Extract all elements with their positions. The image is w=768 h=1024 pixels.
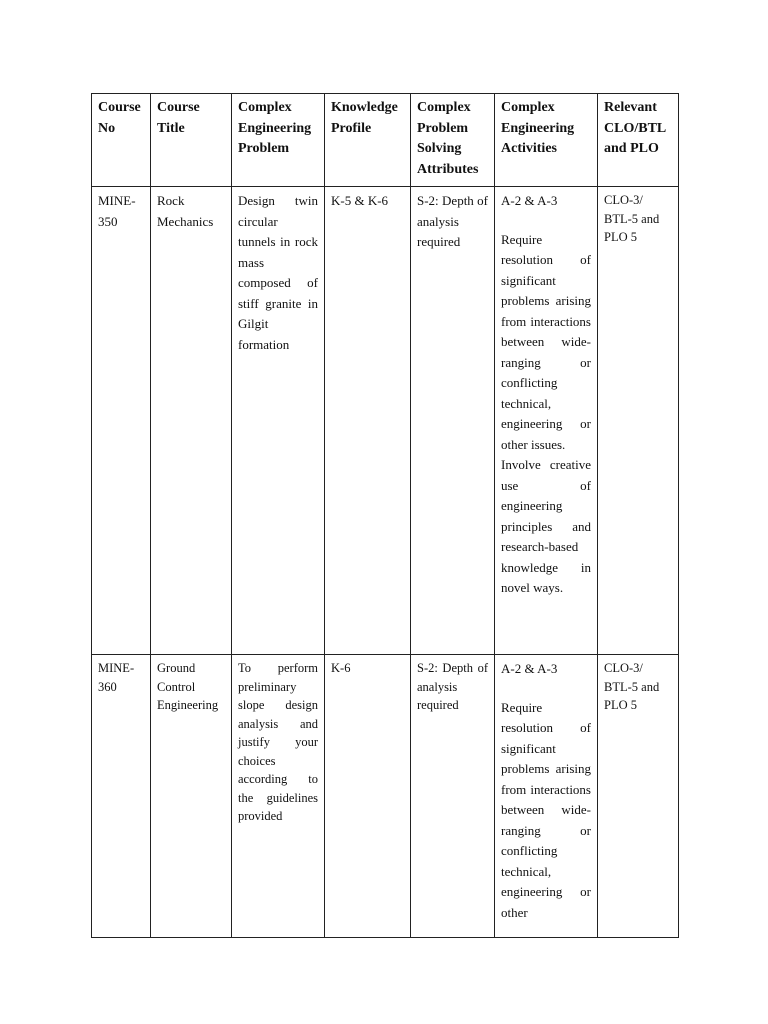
cell-clo: CLO-3/ BTL-5 and PLO 5 — [598, 655, 679, 938]
table-row — [92, 655, 679, 938]
cell-knowledge-profile: K-6 — [325, 655, 411, 938]
cell-activities — [495, 655, 598, 938]
header-clo: Relevant CLO/BTL and PLO — [598, 94, 679, 187]
cell-problem: To perform preliminary slope design analysis and justify your choices according to the guidelines provided — [232, 655, 325, 938]
cell-course-no: MINE-360 — [92, 655, 151, 938]
header-attributes: Complex Problem Solving Attributes — [411, 94, 495, 187]
cell-course-title: Rock Mechanics — [151, 187, 232, 655]
table-row — [92, 187, 679, 655]
header-problem: Complex Engineering Problem — [232, 94, 325, 187]
header-activities: Complex Engineering Activities — [495, 94, 598, 187]
header-row — [92, 94, 679, 187]
cell-knowledge-profile: K-5 & K-6 — [325, 187, 411, 655]
cell-attributes: S-2: Depth of analysis required — [411, 187, 495, 655]
cell-activities — [495, 187, 598, 655]
cell-clo: CLO-3/ BTL-5 and PLO 5 — [598, 187, 679, 655]
course-table — [91, 93, 679, 938]
activities-code: A-2 & A-3 — [501, 661, 558, 676]
activities-text: Require resolution of significant problems arising from interactions between wide-ranging or conflicting technical, engineering or other issues. — [501, 231, 591, 452]
header-course-no: Course No — [92, 94, 151, 187]
activities-text: Involve creative use of engineering principles and research-based knowledge in novel ways. — [501, 457, 591, 595]
cell-course-no: MINE-350 — [92, 187, 151, 655]
cell-problem: Design twin circular tunnels in rock mass composed of stiff granite in Gilgit formation — [232, 187, 325, 655]
header-knowledge-profile: Knowledge Profile — [325, 94, 411, 187]
activities-text: Require resolution of significant problems arising from interactions between wide-ranging or conflicting technical, engineering or other — [501, 699, 591, 920]
activities-code: A-2 & A-3 — [501, 193, 558, 208]
header-course-title: Course Title — [151, 94, 232, 187]
cell-course-title: Ground Control Engineering — [151, 655, 232, 938]
cell-attributes: S-2: Depth of analysis required — [411, 655, 495, 938]
